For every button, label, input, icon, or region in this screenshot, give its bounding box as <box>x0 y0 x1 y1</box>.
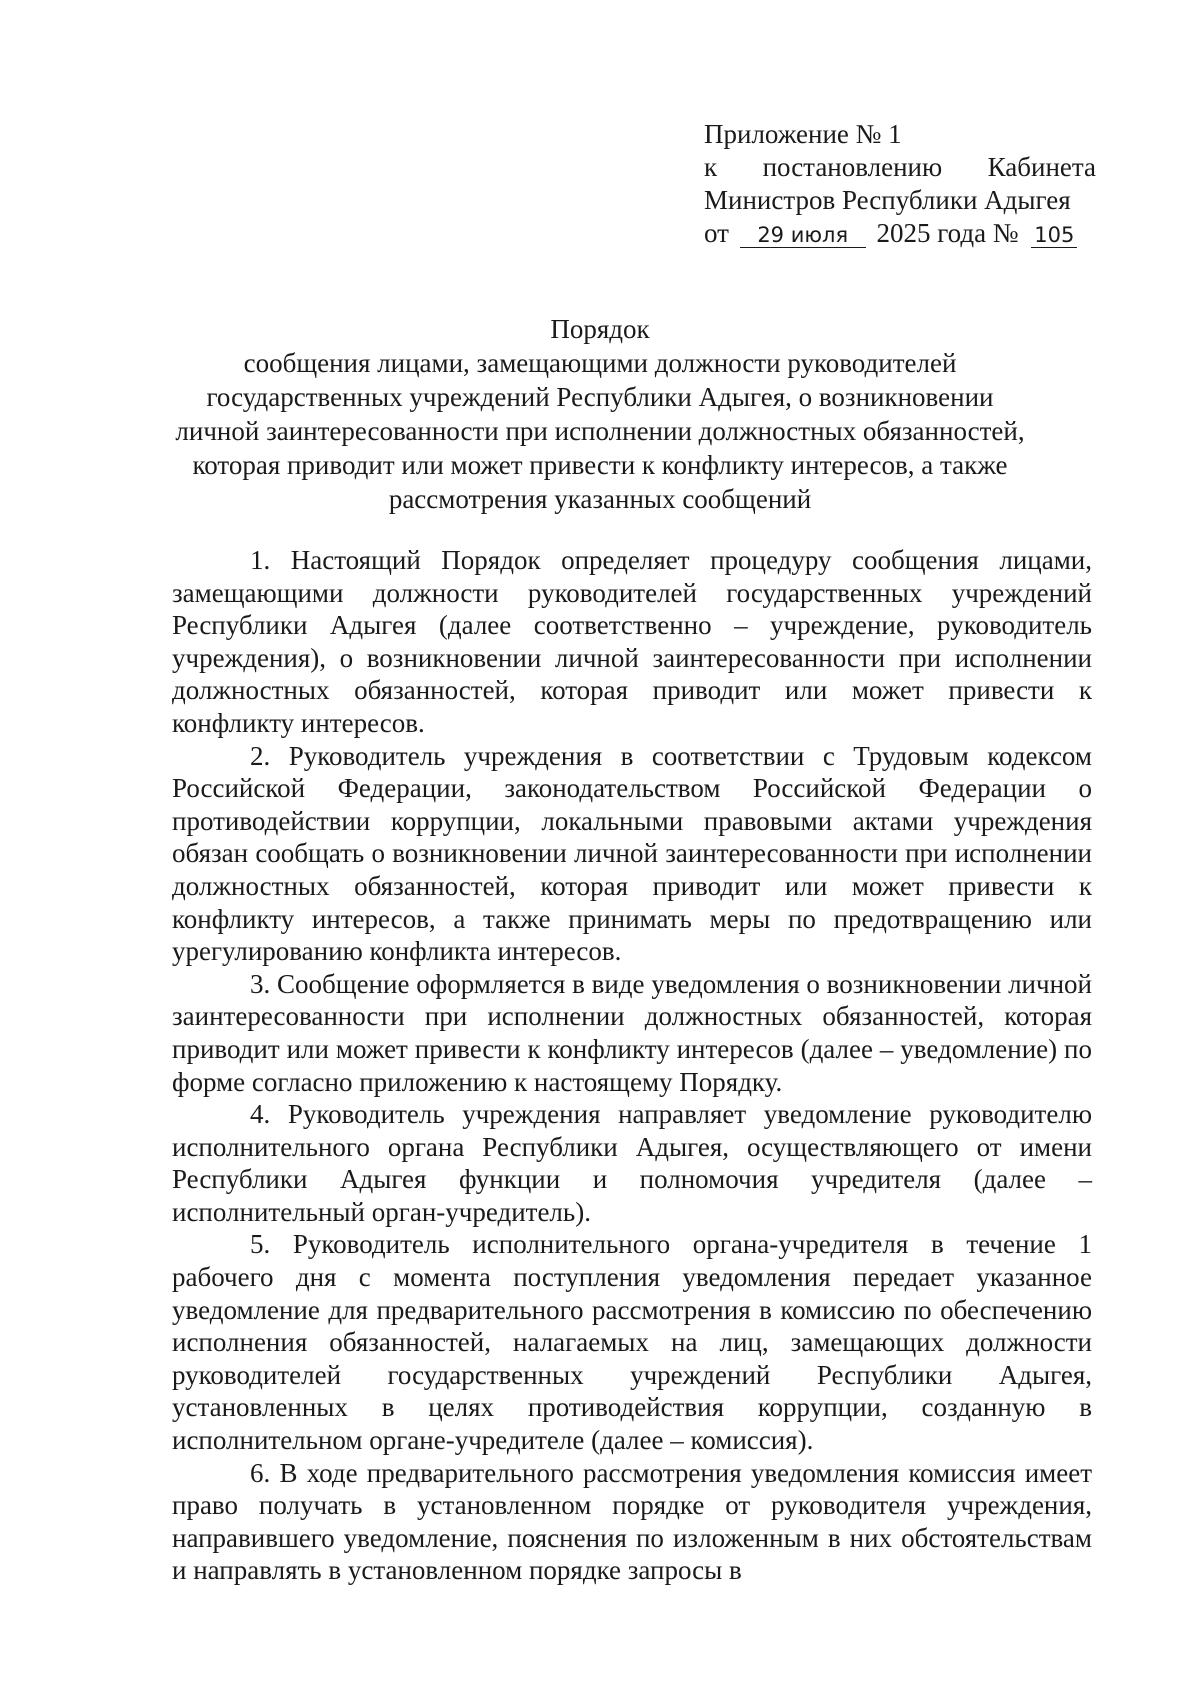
appendix-date-line <box>704 217 1096 250</box>
document-title <box>150 312 1050 516</box>
title-subtitle-line: личной заинтересованности при исполнении должностных обязанностей, <box>175 416 1025 446</box>
appendix-handwritten-date: 29 июля <box>740 223 866 248</box>
paragraph-6: 6. В ходе предварительного рассмотрения уведомления комиссия имеет право получать в установленном порядке от руководителя учреждения, направившего уведомление, пояснения по изложенным в них обстоятельствам и направлять в установленном порядке запросы в <box>172 1457 1092 1586</box>
paragraph-2: 2. Руководитель учреждения в соответствии с Трудовым кодексом Российской Федерации, законодательством Российской Федерации о противодействии коррупции, локальными правовыми актами учреждения обязан сообщать о возникновении личной заинтересованности при исполнении должностных обязанностей, которая приводит или может привести к конфликту интересов, а также принимать меры по предотвращению или урегулированию конфликта интересов. <box>172 740 1092 967</box>
appendix-word-resolution: постановлению <box>762 152 943 182</box>
appendix-number: Приложение № 1 <box>704 119 902 149</box>
title-subtitle-line: государственных учреждений Республики Адыгея, о возникновении <box>206 382 994 412</box>
title-subtitle-line: которая приводит или может привести к конфликту интересов, а также <box>192 450 1008 480</box>
appendix-ministers-line: Министров Республики Адыгея <box>704 185 1071 215</box>
appendix-header <box>704 118 1096 250</box>
appendix-date-suffix: 2025 года № <box>876 218 1019 248</box>
paragraph-5: 5. Руководитель исполнительного органа-учредителя в течение 1 рабочего дня с момента поступления уведомления передает указанное уведомление для предварительного рассмотрения в комиссию по обеспечению исполнения обязанностей, налагаемых на лиц, замещающих должности руководителей государственных учреждений Республики Адыгея, установленных в целях противодействия коррупции, созданную в исполнительном органе-учредителе (далее – комиссия). <box>172 1229 1092 1456</box>
paragraph-3: 3. Сообщение оформляется в виде уведомления о возникновении личной заинтересованности при исполнении должностных обязанностей, которая приводит или может привести к конфликту интересов (далее – уведомление) по форме согласно приложению к настоящему Порядку. <box>172 968 1092 1097</box>
appendix-word-cabinet: Кабинета <box>987 152 1096 182</box>
title-subtitle-line: рассмотрения указанных сообщений <box>388 484 812 514</box>
appendix-word-k: к <box>704 152 718 182</box>
appendix-date-prefix: от <box>704 218 729 248</box>
appendix-resolution-line <box>704 151 1096 184</box>
document-body <box>172 544 1092 1587</box>
title-subtitle-line: сообщения лицами, замещающими должности руководителей <box>243 348 957 378</box>
appendix-handwritten-number: 105 <box>1031 223 1077 248</box>
paragraph-1: 1. Настоящий Порядок определяет процедуру сообщения лицами, замещающими должности руководителей государственных учреждений Республики Адыгея (далее соответственно – учреждение, руководитель учреждения), о возникновении личной заинтересованности при исполнении должностных обязанностей, которая приводит или может привести к конфликту интересов. <box>172 545 1092 738</box>
paragraph-4: 4. Руководитель учреждения направляет уведомление руководителю исполнительного органа Республики Адыгея, осуществляющего от имени Республики Адыгея функции и полномочия учредителя (далее – исполнительный орган-учредитель). <box>172 1099 1092 1227</box>
title-heading: Порядок <box>550 314 650 344</box>
